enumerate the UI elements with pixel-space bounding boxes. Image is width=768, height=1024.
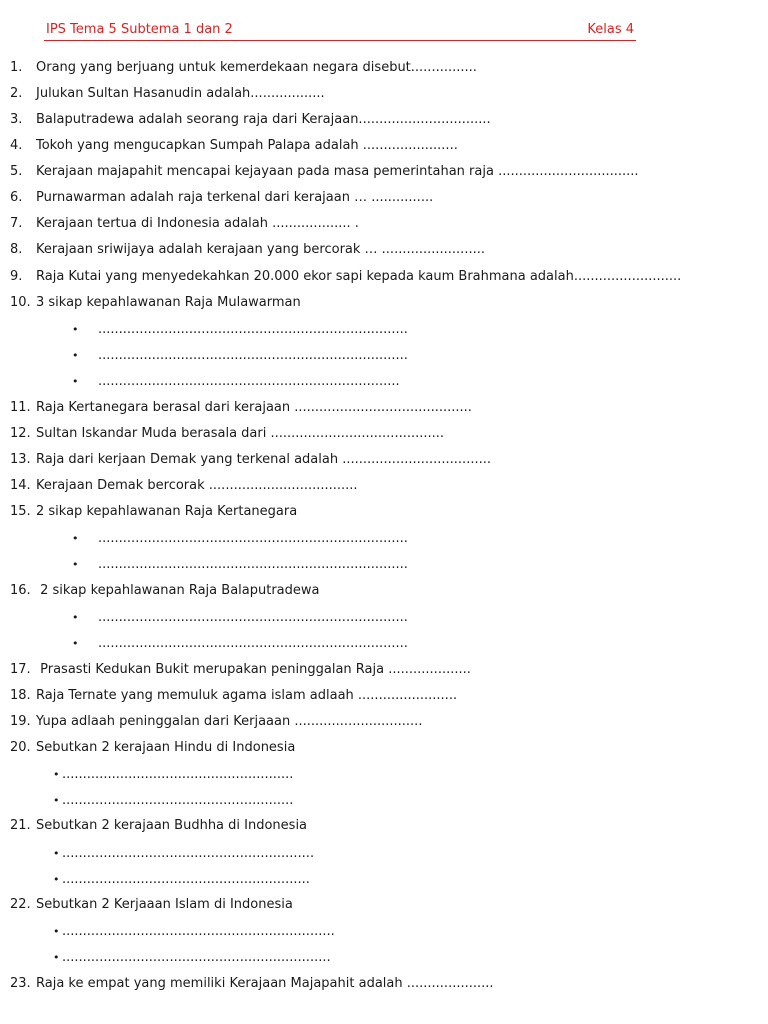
answer-blank[interactable]: ........................................................ (62, 793, 294, 808)
question-text: Kerajaan Demak bercorak .................................... (36, 478, 358, 493)
question-text: Raja ke empat yang memiliki Kerajaan Majapahit adalah ..................... (36, 976, 494, 991)
question-number: 7. (10, 216, 23, 231)
question-number: 9. (10, 269, 23, 284)
question-number: 19. (10, 714, 31, 729)
answer-blank[interactable]: ............................................................ (62, 872, 310, 887)
bullet-icon: • (72, 611, 79, 624)
answer-blank[interactable]: .................................................................. (62, 924, 335, 939)
question-text: Kerajaan majapahit mencapai kejayaan pada masa pemerintahan raja .................................. (36, 164, 639, 179)
question-text: Raja dari kerjaan Demak yang terkenal adalah .................................... (36, 452, 491, 467)
bullet-icon: • (53, 794, 60, 807)
question-text: Raja Kertanegara berasal dari kerajaan ........................................... (36, 400, 472, 415)
question-number: 2. (10, 86, 23, 101)
question-number: 18. (10, 688, 31, 703)
answer-blank[interactable]: ........................................................................... (98, 636, 408, 651)
page-title: IPS Tema 5 Subtema 1 dan 2 (46, 22, 233, 37)
question-text: Sebutkan 2 Kerjaaan Islam di Indonesia (36, 897, 293, 912)
question-number: 10. (10, 295, 31, 310)
question-text: Purnawarman adalah raja terkenal dari kerajaan … ............... (36, 190, 434, 205)
question-text: Raja Ternate yang memuluk agama islam adlaah ........................ (36, 688, 458, 703)
question-text: Balaputradewa adalah seorang raja dari Kerajaan................................ (36, 112, 491, 127)
question-number: 1. (10, 60, 23, 75)
class-label: Kelas 4 (587, 22, 634, 37)
answer-blank[interactable]: ................................................................. (62, 950, 331, 965)
question-number: 14. (10, 478, 31, 493)
question-text: Kerajaan sriwijaya adalah kerajaan yang bercorak … ......................... (36, 242, 485, 257)
answer-blank[interactable]: ............................................................. (62, 846, 315, 861)
question-number: 15. (10, 504, 31, 519)
question-text: Tokoh yang mengucapkan Sumpah Palapa adalah ....................... (36, 138, 458, 153)
question-text: Sebutkan 2 kerajaan Hindu di Indonesia (36, 740, 296, 755)
question-number: 22. (10, 897, 31, 912)
bullet-icon: • (53, 847, 60, 860)
question-number: 17. (10, 662, 31, 677)
bullet-icon: • (72, 532, 79, 545)
bullet-icon: • (53, 768, 60, 781)
question-number: 6. (10, 190, 23, 205)
question-text: Orang yang berjuang untuk kemerdekaan negara disebut................ (36, 60, 477, 75)
bullet-icon: • (53, 873, 60, 886)
bullet-icon: • (53, 951, 60, 964)
page-header (44, 22, 636, 41)
bullet-icon: • (72, 375, 79, 388)
answer-blank[interactable]: ........................................................................... (98, 610, 408, 625)
question-number: 5. (10, 164, 23, 179)
question-number: 16. (10, 583, 31, 598)
question-number: 21. (10, 818, 31, 833)
answer-blank[interactable]: ........................................................................... (98, 531, 408, 546)
bullet-icon: • (72, 349, 79, 362)
question-text: Kerajaan tertua di Indonesia adalah ................... . (36, 216, 359, 231)
question-number: 3. (10, 112, 23, 127)
question-number: 12. (10, 426, 31, 441)
bullet-icon: • (72, 637, 79, 650)
bullet-icon: • (53, 925, 60, 938)
answer-blank[interactable]: ........................................................ (62, 767, 294, 782)
question-number: 23. (10, 976, 31, 991)
answer-blank[interactable]: ......................................................................... (98, 374, 400, 389)
question-text: 3 sikap kepahlawanan Raja Mulawarman (36, 295, 301, 310)
question-number: 4. (10, 138, 23, 153)
question-text: Sebutkan 2 kerajaan Budhha di Indonesia (36, 818, 308, 833)
answer-blank[interactable]: ........................................................................... (98, 348, 408, 363)
bullet-icon: • (72, 558, 79, 571)
bullet-icon: • (72, 323, 79, 336)
question-text: Yupa adlaah peninggalan dari Kerjaaan ............................... (36, 714, 423, 729)
question-text: 2 sikap kepahlawanan Raja Kertanegara (36, 504, 298, 519)
question-text: Sultan Iskandar Muda berasala dari .......................................... (36, 426, 445, 441)
answer-blank[interactable]: ........................................................................... (98, 322, 408, 337)
question-text: Raja Kutai yang menyedekahkan 20.000 ekor sapi kepada kaum Brahmana adalah.......................... (36, 269, 682, 284)
question-number: 13. (10, 452, 31, 467)
question-number: 8. (10, 242, 23, 257)
answer-blank[interactable]: ........................................................................... (98, 557, 408, 572)
question-text: Julukan Sultan Hasanudin adalah.................. (36, 86, 325, 101)
question-text: Prasasti Kedukan Bukit merupakan peninggalan Raja .................... (36, 662, 471, 677)
question-text: 2 sikap kepahlawanan Raja Balaputradewa (36, 583, 320, 598)
question-number: 20. (10, 740, 31, 755)
question-number: 11. (10, 400, 31, 415)
